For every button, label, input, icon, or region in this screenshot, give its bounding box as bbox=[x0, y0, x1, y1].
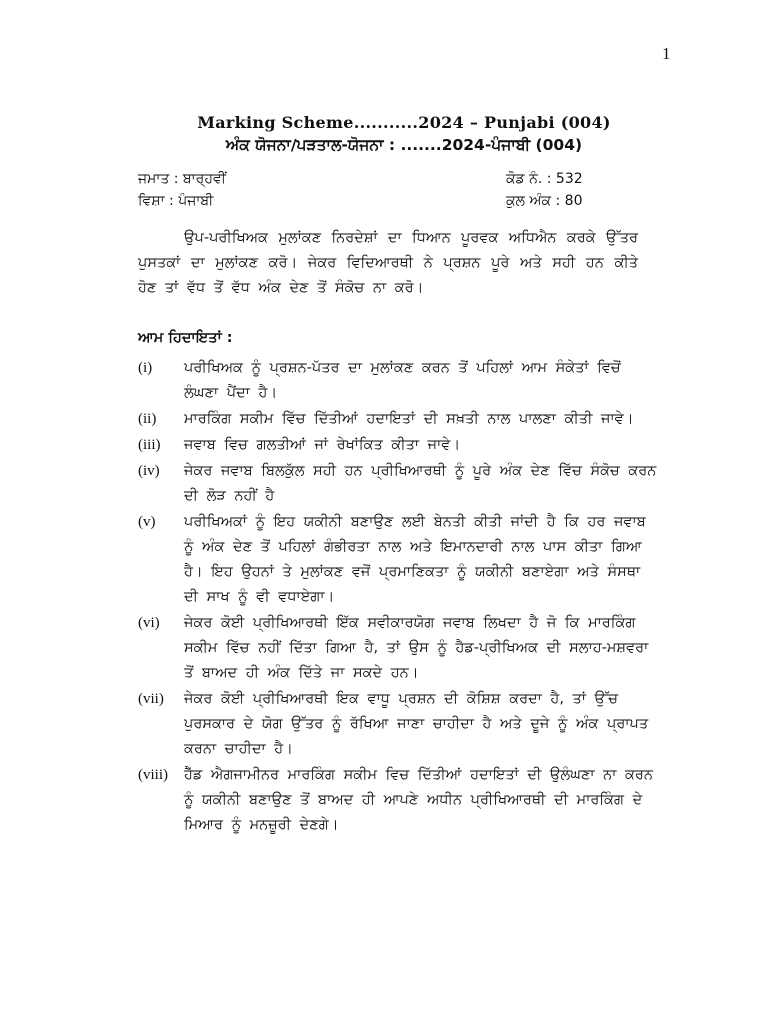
code-label: ਕੋਡ ਨੰ. : 532 bbox=[506, 171, 583, 187]
item-number: (iii) bbox=[138, 437, 161, 453]
item-number: (ii) bbox=[138, 411, 157, 427]
item-text: ਜਵਾਬ ਵਿਚ ਗਲਤੀਆਂ ਜਾਂ ਰੇਖਾਂਕਿਤ ਕੀਤਾ ਜਾਵੇ। bbox=[184, 437, 461, 453]
item-text: ਪਰੀਖਿਅਕ ਨੂੰ ਪ੍ਰਸ਼ਨ-ਪੱਤਰ ਦਾ ਮੁਲਾਂਕਣ ਕਰਨ ਤੋਂ ਪਹਿਲਾਂ ਆਮ ਸੰਕੇਤਾਂ ਵਿਚੋਂ ਲੰਘਣਾ ਪੈਂਦਾ ਹੈ। bbox=[184, 360, 621, 401]
item-text: ਮਾਰਕਿੰਗ ਸਕੀਮ ਵਿੱਚ ਦਿੱਤੀਆਂ ਹਦਾਇਤਾਂ ਦੀ ਸਖ਼ਤੀ ਨਾਲ ਪਾਲਣਾ ਕੀਤੀ ਜਾਵੇ। bbox=[184, 411, 634, 427]
item-text: ਜੇਕਰ ਕੋਈ ਪ੍ਰੀਖਿਆਰਥੀ ਇਕ ਵਾਧੂ ਪ੍ਰਸ਼ਨ ਦੀ ਕੋਸ਼ਿਸ਼ ਕਰਦਾ ਹੈ, ਤਾਂ ਉੱਚ ਪੁਰਸਕਾਰ ਦੇ ਯੋਗ ਉੱਤਰ ਨੂੰ ਰੱਖਿਆ ਜਾਣਾ ਚਾਹੀਦਾ ਹੈ ਅਤੇ ਦੂਜੇ ਨੂੰ ਅੰਕ ਪ੍ਰਾਪਤ ਕਰਨਾ ਚਾਹੀਦਾ ਹੈ। bbox=[184, 691, 649, 757]
page-number: 1 bbox=[662, 44, 671, 63]
item-text: ਹੈੱਡ ਐਗਜਾਮੀਨਰ ਮਾਰਕਿੰਗ ਸਕੀਮ ਵਿਚ ਦਿੱਤੀਆਂ ਹਦਾਇਤਾਂ ਦੀ ਉਲੰਘਣਾ ਨਾ ਕਰਨ ਨੂੰ ਯਕੀਨੀ ਬਣਾਉਣ ਤੋਂ ਬਾਅਦ ਹੀ ਆਪਣੇ ਅਧੀਨ ਪ੍ਰੀਖਿਆਰਥੀ ਦੀ ਮਾਰਕਿੰਗ ਦੇ ਮਿਆਰ ਨੂੰ ਮਨਜ਼ੂਰੀ ਦੇਣਗੇ। bbox=[184, 767, 653, 833]
document-title-english: Marking Scheme...........2024 – Punjabi (004) bbox=[197, 113, 611, 132]
list-item bbox=[138, 407, 658, 432]
instructions-list bbox=[138, 356, 658, 839]
item-number: (viii) bbox=[138, 767, 168, 783]
item-text: ਪਰੀਖਿਅਕਾਂ ਨੂੰ ਇਹ ਯਕੀਨੀ ਬਣਾਉਣ ਲਈ ਬੇਨਤੀ ਕੀਤੀ ਜਾਂਦੀ ਹੈ ਕਿ ਹਰ ਜਵਾਬ ਨੂੰ ਅੰਕ ਦੇਣ ਤੋਂ ਪਹਿਲਾਂ ਗੰਭੀਰਤਾ ਨਾਲ ਅਤੇ ਇਮਾਨਦਾਰੀ ਨਾਲ ਪਾਸ ਕੀਤਾ ਗਿਆ ਹੈ। ਇਹ ਉਹਨਾਂ ਤੇ ਮੁਲਾਂਕਣ ਵਜੋਂ ਪ੍ਰਮਾਣਿਕਤਾ ਨੂੰ ਯਕੀਨੀ ਬਣਾਏਗਾ ਅਤੇ ਸੰਸਥਾ ਦੀ ਸਾਖ ਨੂੰ ਵੀ ਵਧਾਏਗਾ। bbox=[184, 514, 646, 605]
document-title-punjabi: ਅੰਕ ਯੋਜਨਾ/ਪੜਤਾਲ-ਯੋਜਨਾ : .......2024-ਪੰਜਾਬੀ (004) bbox=[225, 136, 583, 154]
list-item bbox=[138, 510, 658, 610]
general-instructions-heading: ਆਮ ਹਿਦਾਇਤਾਂ : bbox=[138, 330, 233, 346]
item-text: ਜੇਕਰ ਜਵਾਬ ਬਿਲਕੁੱਲ ਸਹੀ ਹਨ ਪ੍ਰੀਖਿਆਰਥੀ ਨੂੰ ਪੂਰੇ ਅੰਕ ਦੇਣ ਵਿੱਚ ਸੰਕੋਚ ਕਰਨ ਦੀ ਲੋੜ ਨਹੀਂ ਹੈ bbox=[184, 463, 657, 504]
list-item bbox=[138, 763, 658, 838]
item-number: (i) bbox=[138, 360, 153, 376]
list-item bbox=[138, 433, 658, 458]
list-item bbox=[138, 459, 658, 509]
list-item bbox=[138, 687, 658, 762]
item-number: (v) bbox=[138, 514, 156, 530]
item-text: ਜੇਕਰ ਕੋਈ ਪ੍ਰੀਖਿਆਰਥੀ ਇੱਕ ਸਵੀਕਾਰਯੋਗ ਜਵਾਬ ਲਿਖਦਾ ਹੈ ਜੋ ਕਿ ਮਾਰਕਿੰਗ ਸਕੀਮ ਵਿੱਚ ਨਹੀਂ ਦਿੱਤਾ ਗਿਆ ਹੈ, ਤਾਂ ਉਸ ਨੂੰ ਹੈਡ-ਪ੍ਰੀਖਿਅਕ ਦੀ ਸਲਾਹ-ਮਸ਼ਵਰਾ ਤੋਂ ਬਾਅਦ ਹੀ ਅੰਕ ਦਿੱਤੇ ਜਾ ਸਕਦੇ ਹਨ। bbox=[184, 615, 649, 681]
item-number: (iv) bbox=[138, 463, 160, 479]
subject-label: ਵਿਸ਼ਾ : ਪੰਜਾਬੀ bbox=[138, 193, 214, 209]
intro-paragraph: ਉਪ-ਪਰੀਖਿਅਕ ਮੁਲਾਂਕਣ ਨਿਰਦੇਸ਼ਾਂ ਦਾ ਧਿਆਨ ਪੂਰਵਕ ਅਧਿਐਨ ਕਰਕੇ ਉੱਤਰ ਪੁਸਤਕਾਂ ਦਾ ਮੁਲਾਂਕਣ ਕਰੋ। ਜੇਕਰ ਵਿਦਿਆਰਥੀ ਨੇ ਪ੍ਰਸ਼ਨ ਪੂਰੇ ਅਤੇ ਸਹੀ ਹਨ ਕੀਤੇ ਹੋਣ ਤਾਂ ਵੱਧ ਤੋਂ ਵੱਧ ਅੰਕ ਦੇਣ ਤੋਂ ਸੰਕੋਚ ਨਾ ਕਰੋ। bbox=[138, 230, 638, 296]
total-marks-label: ਕੁਲ ਅੰਕ : 80 bbox=[506, 193, 583, 209]
item-number: (vi) bbox=[138, 615, 160, 631]
list-item bbox=[138, 356, 658, 406]
class-label: ਜਮਾਤ : ਬਾਰ੍ਹਵੀਂ bbox=[138, 171, 226, 187]
list-item bbox=[138, 611, 658, 686]
item-number: (vii) bbox=[138, 691, 164, 707]
